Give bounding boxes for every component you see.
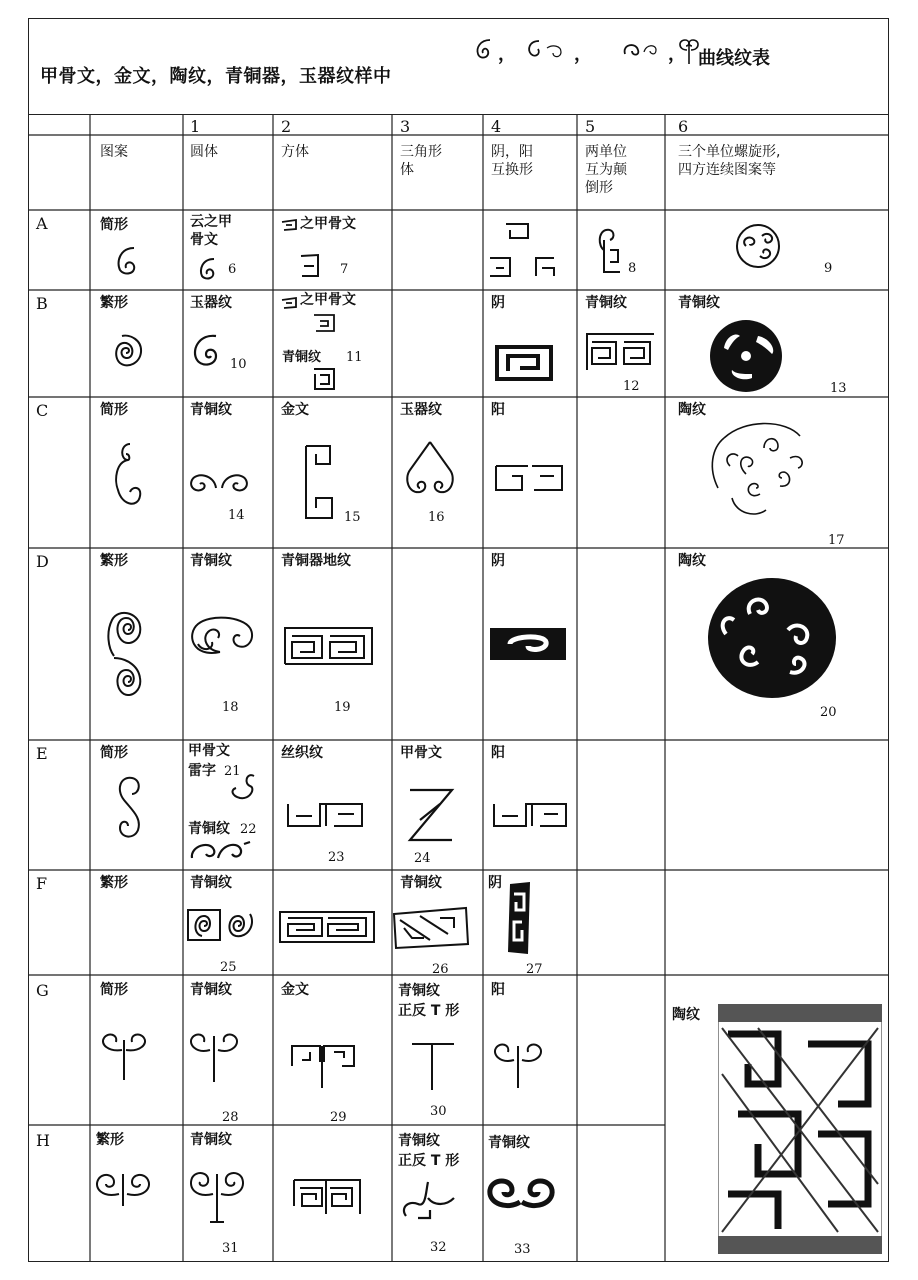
reverse-t-hook-figure [398, 1176, 464, 1226]
complex-spiral-figure [104, 330, 148, 376]
column-header: 三角形 体 [400, 144, 442, 178]
cell-label: 甲骨文 [188, 743, 230, 759]
cell-label: 青铜纹 [400, 875, 442, 891]
cloud-oracle-figure [196, 256, 222, 282]
cell-label: 青铜纹 [190, 875, 232, 891]
bronze-double-spiral-square-figure [186, 906, 258, 944]
cell-label: 繁形 [100, 295, 128, 311]
jade-spiral-figure [190, 332, 226, 372]
bronze-ground-pattern-figure [282, 624, 376, 668]
cell-label: 云之甲 骨文 [190, 214, 232, 248]
square-spiral-figure [312, 366, 338, 392]
cell-label: 青铜纹 [190, 1132, 232, 1148]
row-label: H [36, 1131, 50, 1150]
cell-label: 简形 [100, 745, 128, 761]
figure-number: 14 [228, 508, 245, 523]
cell-label: 简形 [100, 402, 128, 418]
figure-number: 9 [824, 261, 833, 276]
figure-number: 15 [344, 510, 361, 525]
cell-label: 简形 [100, 217, 128, 233]
bronze-double-curl-figure [186, 468, 252, 496]
cell-label: 青铜纹 [488, 1135, 530, 1151]
column-number: 2 [281, 117, 292, 136]
cell-label: 青铜纹 [190, 982, 232, 998]
cell-label: 玉器纹 [400, 402, 442, 418]
column-header: 三个单位螺旋形, 四方连续图案等 [678, 144, 781, 178]
cell-label: 阴 [491, 295, 505, 311]
column-number: 1 [190, 117, 201, 136]
bronze-square-spiral-figure [278, 908, 378, 946]
figure-number: 11 [346, 350, 363, 365]
figure-number: 26 [432, 962, 449, 977]
yang-silk-pattern-figure [490, 798, 570, 830]
s-curve-figure [112, 774, 146, 844]
cell-label: 青铜纹 [188, 821, 230, 837]
title-separator: ， [498, 44, 516, 65]
row-label: A [36, 214, 48, 233]
cell-label: 青铜纹 [190, 402, 232, 418]
cell-label: 青铜纹 [190, 553, 232, 569]
square-spiral-figure [298, 252, 322, 280]
cell-label: 繁形 [100, 875, 128, 891]
cell-label: 陶纹 [672, 1007, 700, 1023]
figure-number: 16 [428, 510, 445, 525]
row-label: G [36, 981, 49, 1000]
double-scroll-figure [108, 440, 148, 514]
page-title: 甲骨文，金文，陶纹，青铜器，玉器纹样中 [40, 66, 392, 87]
bronze-circle-figure [706, 318, 788, 394]
figure-number: 18 [222, 700, 239, 715]
title-separator: ， [668, 44, 686, 65]
square-spiral-small-figure [279, 294, 299, 312]
cell-label: 阳 [491, 745, 505, 761]
bronze-slant-spiral-figure [390, 904, 472, 950]
figure-number: 23 [328, 850, 345, 865]
cell-label: 青铜纹 [678, 295, 720, 311]
figure-number: 30 [430, 1104, 447, 1119]
column-number: 3 [400, 117, 411, 136]
row-label: B [36, 294, 48, 313]
complex-t-spiral-figure [92, 1170, 154, 1210]
column-number: 4 [491, 117, 502, 136]
cell-label: 陶纹 [678, 402, 706, 418]
cell-label: 青铜纹 [282, 350, 322, 365]
triple-spiral-circle-figure [732, 222, 784, 270]
yang-double-square-figure [492, 462, 566, 494]
figure-number: 20 [820, 705, 837, 720]
column-header: 圆体 [190, 144, 218, 160]
yin-vertical-spiral-figure [504, 880, 534, 956]
inscription-square-t-figure [288, 1040, 358, 1090]
cell-label: 青铜纹 正反 T 形 [398, 1133, 460, 1169]
cell-label: 繁形 [100, 553, 128, 569]
row-label: E [36, 744, 48, 763]
figure-number: 29 [330, 1110, 347, 1125]
row-label: F [36, 874, 48, 893]
row-label: D [36, 552, 49, 571]
bronze-double-spiral-figure [184, 614, 256, 662]
cell-label: 阳 [491, 982, 505, 998]
figure-number: 19 [334, 700, 351, 715]
cell-label: 青铜器地纹 [281, 553, 351, 569]
yang-t-spiral-figure [490, 1040, 546, 1092]
cell-label: 雷字 [188, 763, 216, 779]
column-header: 两单位 互为颠 倒形 [585, 144, 627, 196]
figure-number: 10 [230, 357, 247, 372]
figure-number: 6 [228, 262, 237, 277]
column-header: 阴，阳 互换形 [491, 144, 533, 178]
cell-label: 阴 [491, 553, 505, 569]
pottery-triple-spiral-figure [706, 418, 816, 528]
cell-label: 阳 [491, 402, 505, 418]
figure-number: 28 [222, 1110, 239, 1125]
title-separator: ， [574, 44, 592, 65]
pottery-spiral-circle-figure [704, 574, 840, 702]
t-spiral-figure [98, 1030, 150, 1082]
inverted-pair-figure [596, 226, 626, 278]
column-number: 6 [678, 117, 689, 136]
column-number: 5 [585, 117, 596, 136]
thunder-oracle-figure [224, 770, 264, 806]
simple-spiral-figure [112, 244, 146, 280]
figure-number: 12 [623, 379, 640, 394]
oracle-z-figure [406, 784, 462, 846]
yin-square-figure [494, 344, 556, 384]
cell-label: 青铜纹 [585, 295, 627, 311]
column-header: 方体 [281, 144, 309, 160]
square-spiral-small-figure [279, 216, 299, 234]
cell-label: 陶纹 [678, 553, 706, 569]
figure-number: 22 [240, 822, 257, 837]
figure-number: 8 [628, 261, 637, 276]
cell-label: 青铜纹 正反 T 形 [398, 983, 460, 1019]
pottery-pattern-image [718, 1004, 882, 1254]
bronze-square-t-spiral-figure [290, 1176, 364, 1218]
cell-label: 甲骨文 [400, 745, 442, 761]
figure-number: 25 [220, 960, 237, 975]
bronze-bold-double-spiral-figure [484, 1172, 558, 1212]
bronze-double-square-figure [584, 330, 658, 374]
cell-label: 之甲骨文 [300, 292, 356, 308]
figure-number: 13 [830, 381, 847, 396]
cell-label: 丝织纹 [281, 745, 323, 761]
bronze-inscription-square-figure [300, 440, 340, 524]
cell-label: 阴 [488, 875, 502, 891]
figure-number: 31 [222, 1241, 239, 1256]
figure-number: 33 [514, 1242, 531, 1257]
cell-label: 简形 [100, 982, 128, 998]
page-title-tail: 曲线纹表 [698, 48, 770, 69]
cell-label: 金文 [281, 402, 309, 418]
bronze-hook-spiral-figure [188, 838, 254, 864]
figure-number: 27 [526, 962, 543, 977]
yin-yang-square-figure [488, 220, 568, 282]
silk-pattern-figure [284, 798, 366, 830]
cell-label: 金文 [281, 982, 309, 998]
figure-number: 21 [224, 764, 241, 779]
complex-double-scroll-figure [104, 606, 150, 706]
cell-label: 玉器纹 [190, 295, 232, 311]
cell-label: 繁形 [96, 1132, 124, 1148]
figure-number: 32 [430, 1240, 447, 1255]
square-spiral-figure [312, 312, 338, 334]
yin-spiral-figure [488, 626, 568, 662]
t-shape-figure [408, 1036, 458, 1096]
bronze-t-spiral-figure [186, 1030, 242, 1086]
bronze-complex-t-spiral-figure [186, 1168, 248, 1228]
figure-number: 7 [340, 262, 349, 277]
row-label: C [36, 401, 49, 420]
figure-number: 24 [414, 851, 431, 866]
figure-number: 17 [828, 533, 845, 548]
jade-heart-spiral-figure [402, 438, 458, 498]
cell-label: 之甲骨文 [300, 216, 356, 232]
column-header: 图案 [100, 144, 128, 160]
